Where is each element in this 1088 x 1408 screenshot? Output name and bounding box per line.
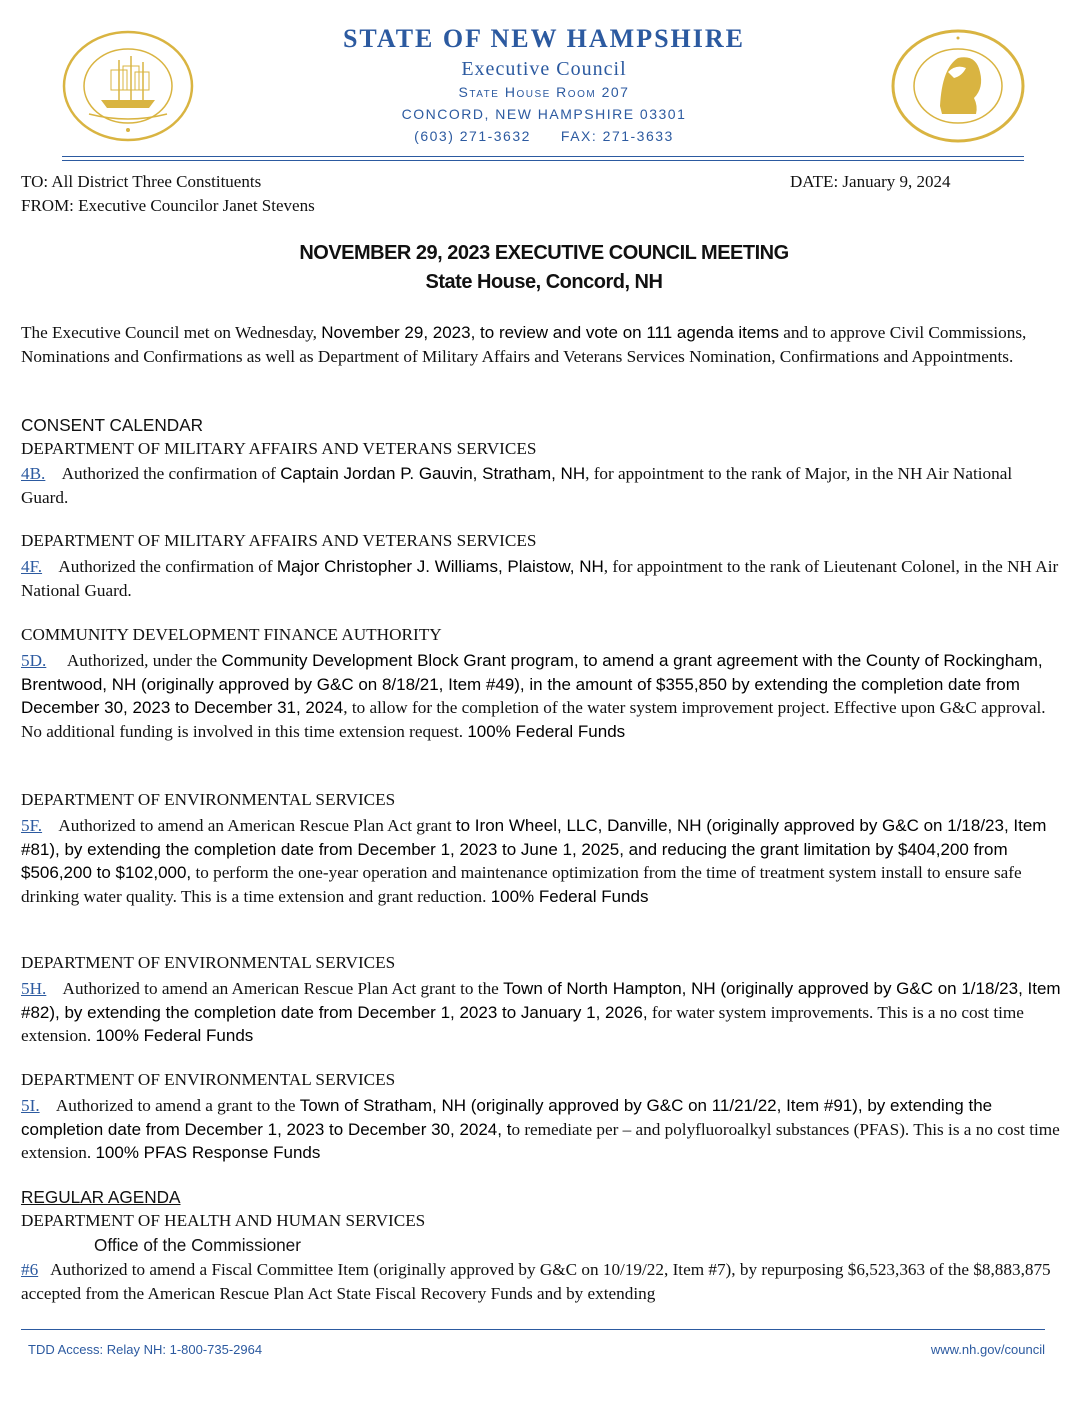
fax-number: FAX: 271-3633 (560, 128, 674, 144)
header-divider-bottom (62, 160, 1024, 161)
state-heading: STATE OF NEW HAMPSHIRE (342, 24, 746, 53)
agenda-item: 5D. Authorized, under the Community Development Block Grant program, to amend a grant agreement with the County of Rockingham, Brentwood, NH (originally approved by G&C on 8/18/21, Item #49), in the amount of $355,850 by extending the completion date from December 30, 2023 to December 31, 2024, to allow for the completion of the water system improvement project. Effective upon G&C approval. No additional funding is involved in this time extension request. 100% Federal Funds (21, 651, 1046, 741)
intro-paragraph: The Executive Council met on Wednesday, November 29, 2023, to review and vote on 111 agenda items and to approve Civil Commissions, Nominations and Confirmations as well as Department of Military Affairs and Veterans Services Nomination, Confirmations and Appointments. (21, 323, 1027, 366)
meeting-title: NOVEMBER 29, 2023 EXECUTIVE COUNCIL MEETING (299, 242, 789, 264)
dept-heading: DEPARTMENT OF MILITARY AFFAIRS AND VETERANS SERVICES (21, 531, 537, 550)
phone-line (0, 128, 1088, 144)
agenda-item: 5I. Authorized to amend a grant to the Town of Stratham, NH (originally approved by G&C on 11/21/22, Item #91), by extending the completion date from December 1, 2023 to December 30, 2024, to remediate per – and polyfluoroalkyl substances (PFAS). This is a no cost time extension. 100% PFAS Response Funds (21, 1096, 1060, 1162)
item-link-5d[interactable]: 5D. (21, 651, 47, 670)
council-heading: Executive Council (461, 58, 627, 80)
dept-heading: DEPARTMENT OF ENVIRONMENTAL SERVICES (21, 953, 396, 972)
regular-agenda-heading: REGULAR AGENDA (21, 1187, 181, 1207)
room-address: State House Room 207 (458, 84, 630, 100)
dept-heading: DEPARTMENT OF HEALTH AND HUMAN SERVICES (21, 1211, 426, 1230)
agenda-item: 5H. Authorized to amend an American Rescue Plan Act grant to the Town of North Hampton, NH (originally approved by G&C on 1/18/23, Item #82), by extending the completion date from December 1, 2023 to January 1, 2026, for water system improvements. This is a no cost time extension. 100% Federal Funds (21, 979, 1061, 1045)
memo-from: FROM: Executive Councilor Janet Stevens (21, 196, 315, 215)
item-link-5f[interactable]: 5F. (21, 816, 43, 835)
dept-heading: DEPARTMENT OF MILITARY AFFAIRS AND VETERANS SERVICES (21, 439, 537, 458)
item-link-5h[interactable]: 5H. (21, 979, 47, 998)
city-address: CONCORD, NEW HAMPSHIRE 03301 (401, 106, 687, 122)
consent-calendar-heading: CONSENT CALENDAR (21, 415, 204, 435)
header-divider-top (62, 156, 1024, 157)
agenda-item: 4B. Authorized the confirmation of Captain Jordan P. Gauvin, Stratham, NH, for appointment to the rank of Major, in the NH Air National Guard. (21, 464, 1013, 507)
item-link-4b[interactable]: 4B. (21, 464, 46, 483)
item-link-6[interactable]: #6 (21, 1260, 39, 1279)
dept-heading: COMMUNITY DEVELOPMENT FINANCE AUTHORITY (21, 625, 442, 644)
item-link-4f[interactable]: 4F. (21, 557, 43, 576)
agenda-item: 5F. Authorized to amend an American Rescue Plan Act grant to Iron Wheel, LLC, Danville, NH (originally approved by G&C on 1/18/23, Item #81), by extending the completion date from December 1, 2023 to June 1, 2025, and reducing the grant limitation by $404,200 from $506,200 to $102,000, to perform the one-year operation and maintenance optimization from the time of treatment system install to ensure safe drinking water quality. This is a time extension and grant reduction. 100% Federal Funds (21, 816, 1047, 906)
office-heading: Office of the Commissioner (94, 1235, 301, 1255)
meeting-location: State House, Concord, NH (425, 271, 663, 293)
dept-heading: DEPARTMENT OF ENVIRONMENTAL SERVICES (21, 1070, 396, 1089)
phone-number: (603) 271-3632 (414, 128, 531, 144)
memo-to: TO: All District Three Constituents (21, 172, 262, 191)
agenda-item: #6 Authorized to amend a Fiscal Committee Item (originally approved by G&C on 10/19/22, Item #7), by repurposing $6,523,363 of the $8,883,875 accepted from the American Rescue Plan Act State Fiscal Recovery Funds and by extending (21, 1260, 1055, 1303)
dept-heading: DEPARTMENT OF ENVIRONMENTAL SERVICES (21, 790, 396, 809)
memo-date: DATE: January 9, 2024 (790, 172, 951, 191)
item-link-5i[interactable]: 5I. (21, 1096, 40, 1115)
website-link[interactable]: www.nh.gov/council (930, 1342, 1045, 1357)
footer-divider (21, 1329, 1045, 1330)
tdd-access: TDD Access: Relay NH: 1-800-735-2964 (28, 1342, 263, 1357)
agenda-item: 4F. Authorized the confirmation of Major Christopher J. Williams, Plaistow, NH, for appointment to the rank of Lieutenant Colonel, in the NH Air National Guard. (21, 557, 1059, 600)
